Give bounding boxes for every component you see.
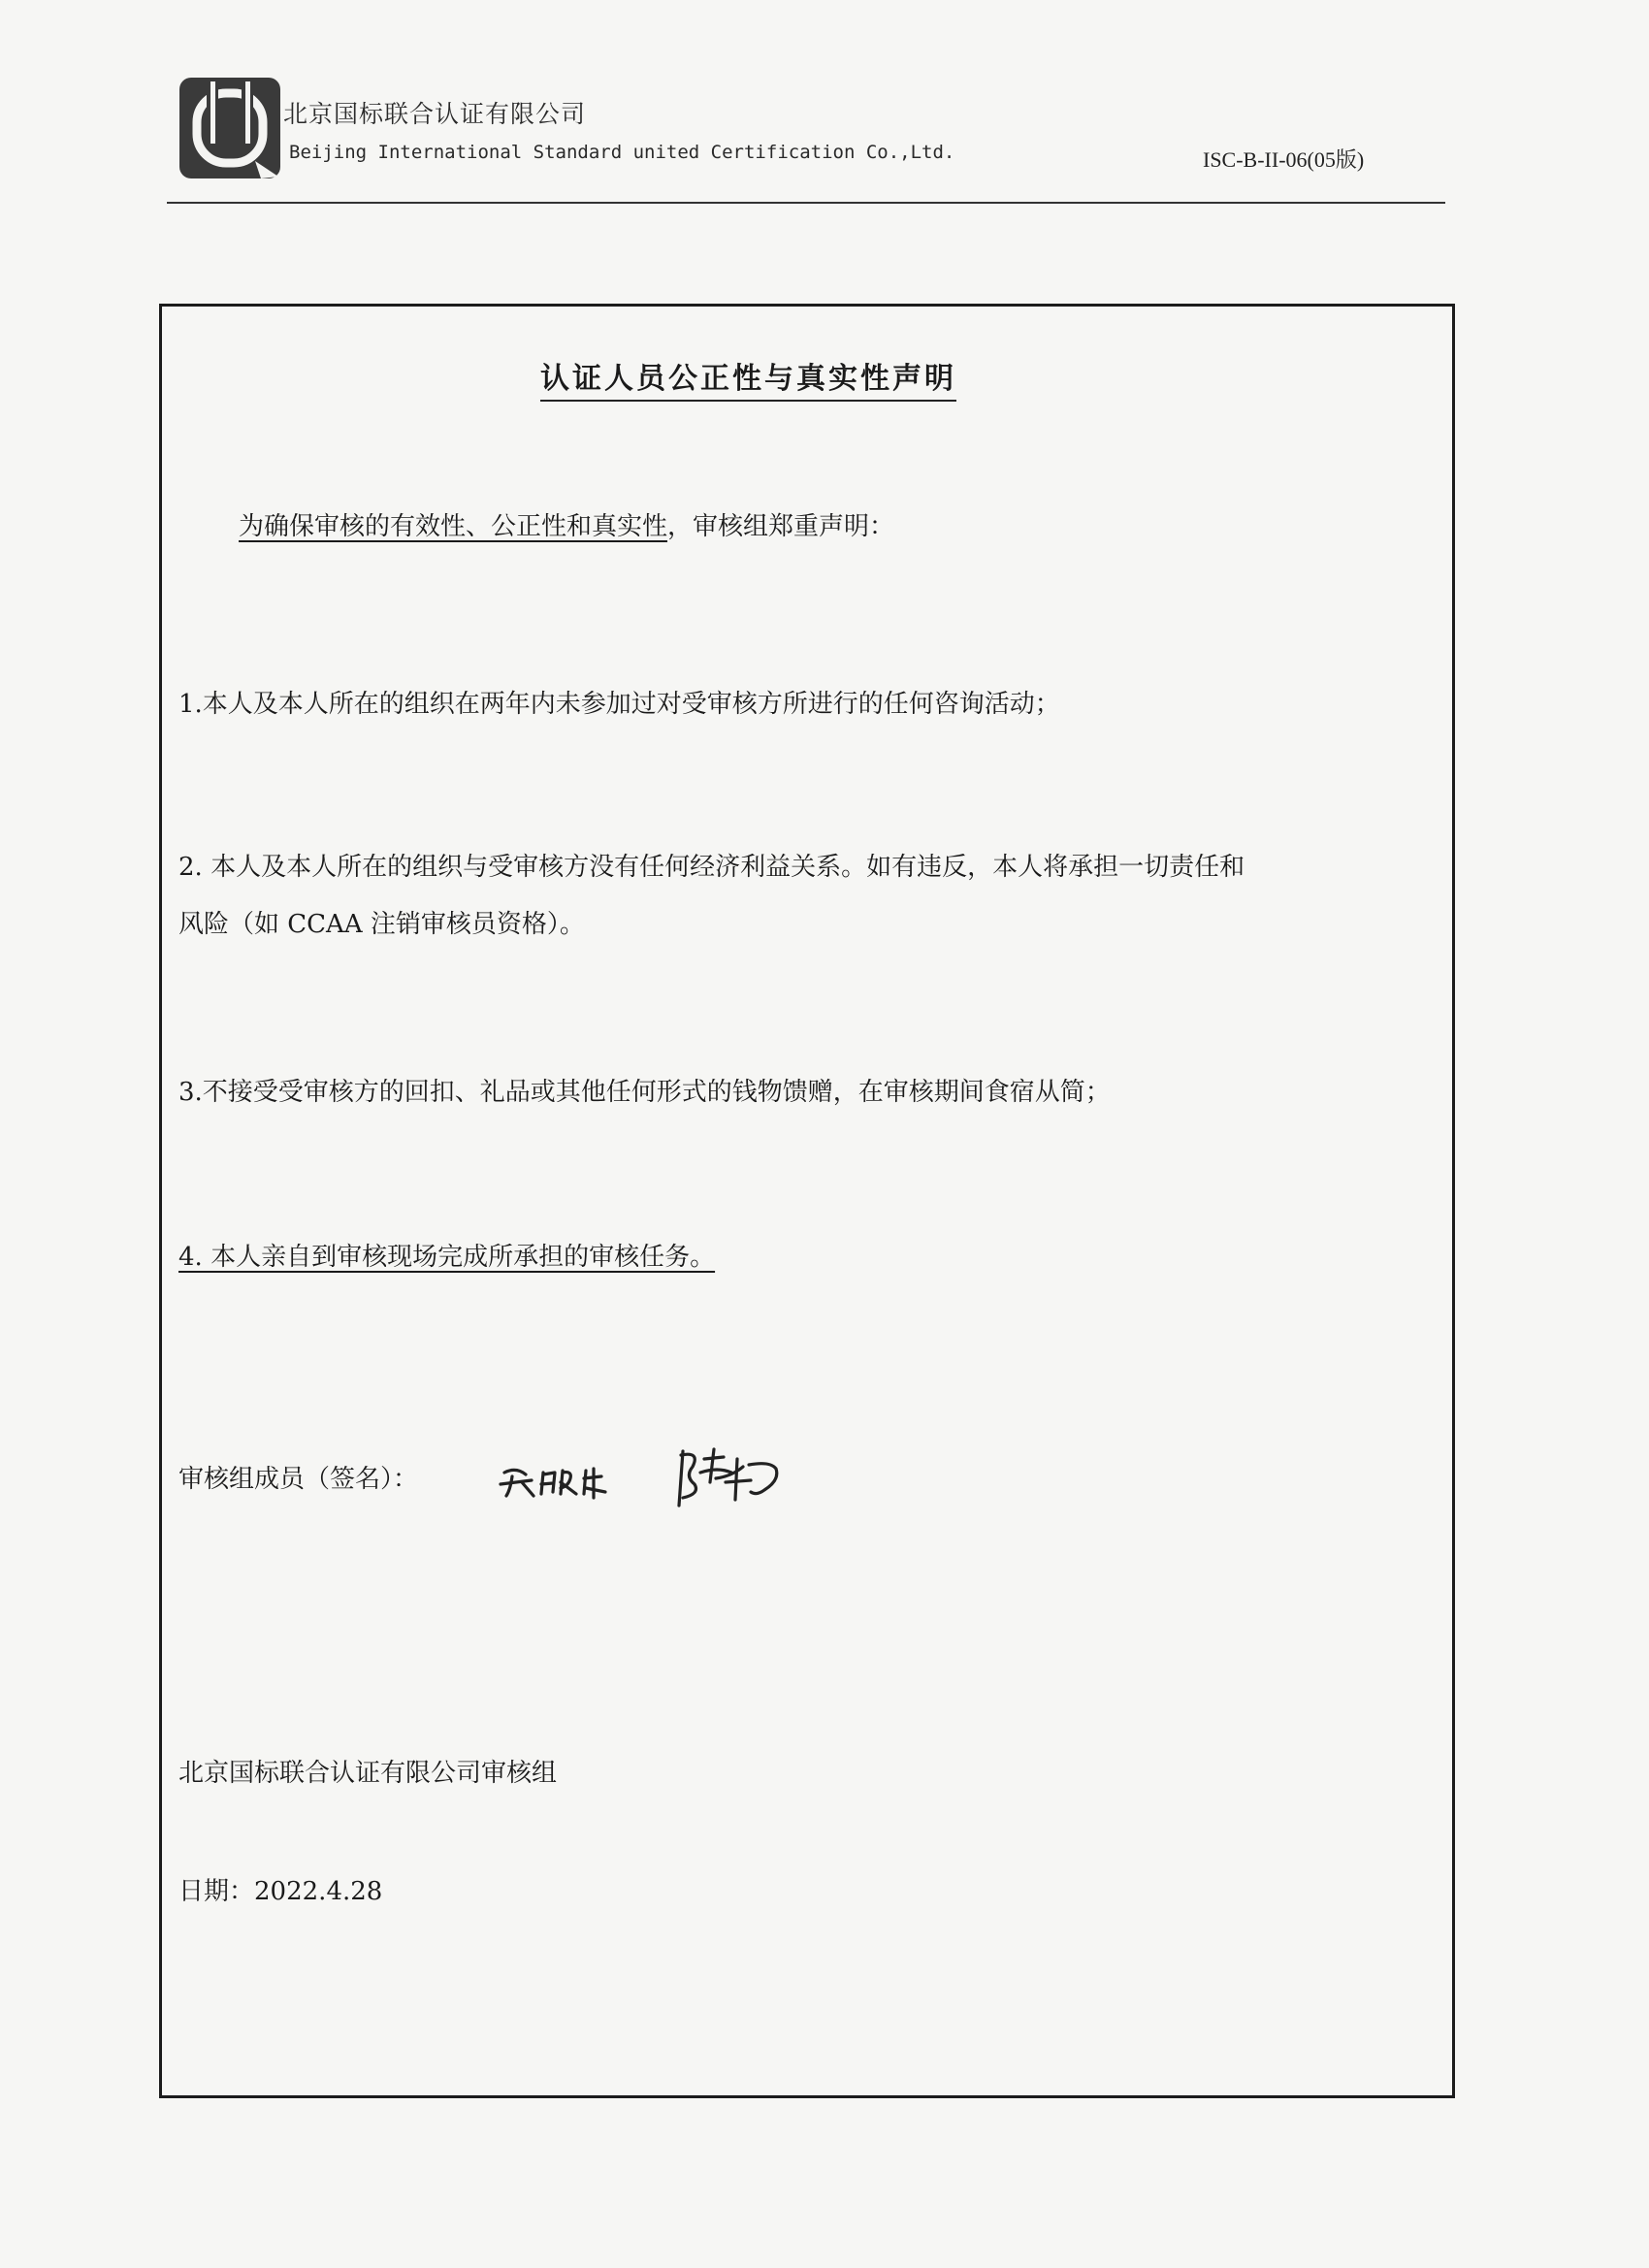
members-signature-label: 审核组成员（签名）： bbox=[178, 1465, 419, 1494]
declaration-item-1: 1.本人及本人所在的组织在两年内未参加过对受审核方所进行的任何咨询活动； bbox=[178, 690, 1060, 719]
declaration-item-3: 3.不接受受审核方的回扣、礼品或其他任何形式的钱物馈赠，在审核期间食宿从简； bbox=[178, 1078, 1111, 1107]
intro-underlined-text: 为确保审核的有效性、公正性和真实性 bbox=[239, 512, 668, 541]
date-label: 日期： bbox=[178, 1877, 255, 1906]
intro-rest-text: ，审核组郑重声明： bbox=[667, 512, 895, 541]
date-line bbox=[178, 1872, 382, 1911]
document-code: ISC-B-II-06(05版) bbox=[1203, 147, 1365, 172]
header-divider bbox=[167, 202, 1445, 204]
declaration-item-2-line-2: 风险（如 CCAA 注销审核员资格）。 bbox=[178, 910, 585, 939]
statement-title: 认证人员公正性与真实性声明 bbox=[540, 354, 956, 402]
company-name-cn: 北京国标联合认证有限公司 bbox=[283, 100, 587, 128]
statement-frame bbox=[159, 304, 1455, 2098]
handwritten-signatures bbox=[493, 1438, 803, 1515]
declaration-item-2-line-1: 2. 本人及本人所在的组织与受审核方没有任何经济利益关系。如有违反，本人将承担一切责任和 bbox=[178, 853, 1245, 882]
declaration-item-4: 4. 本人亲自到审核现场完成所承担的审核任务。 bbox=[178, 1243, 716, 1272]
company-logo-icon bbox=[178, 76, 282, 180]
company-name-en: Beijing International Standard united Certification Co.,Ltd. bbox=[289, 142, 955, 163]
date-value: 2022.4.28 bbox=[254, 1877, 383, 1906]
intro-paragraph bbox=[239, 507, 894, 546]
audit-team-org: 北京国标联合认证有限公司审核组 bbox=[178, 1759, 558, 1788]
